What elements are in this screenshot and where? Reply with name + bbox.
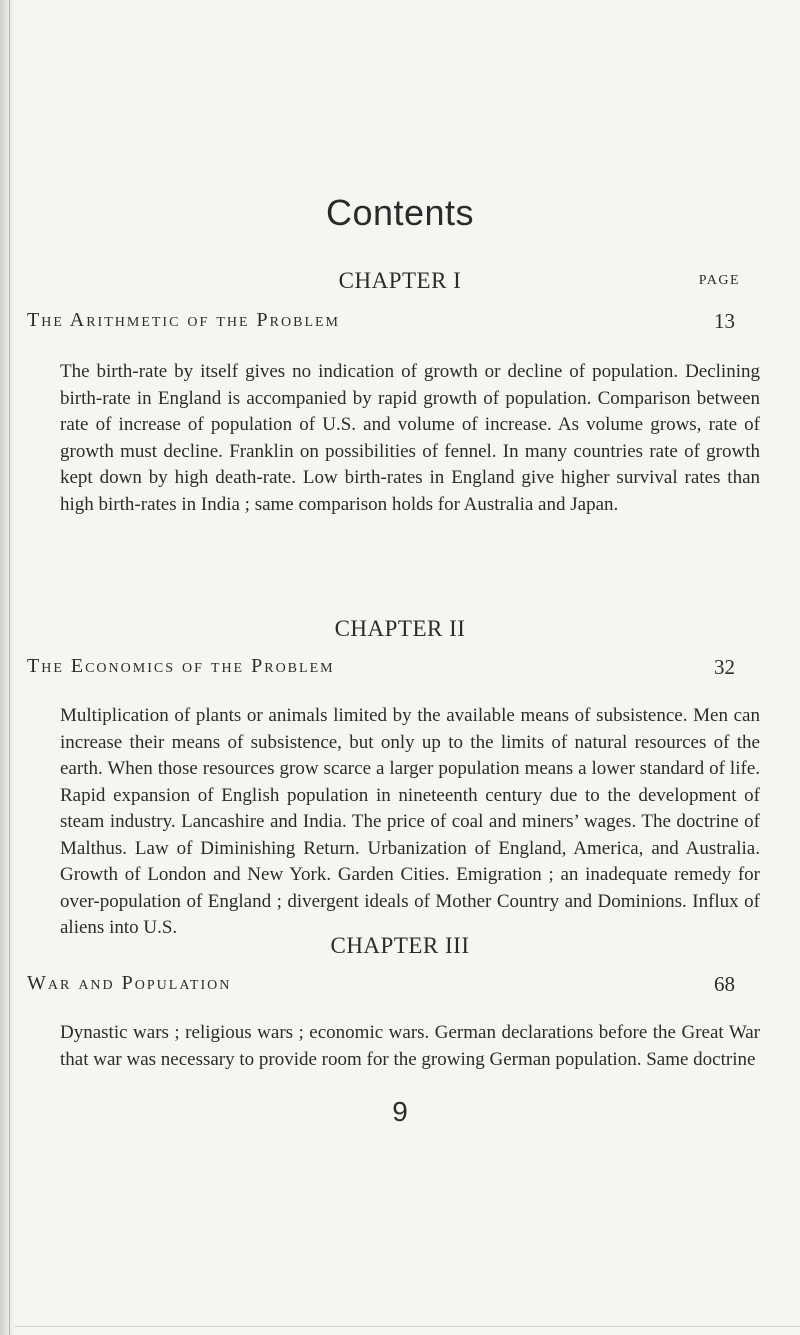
chapter-1-summary: The birth-rate by itself gives no indication of growth or decline of population. Declining birth-rate in England is accompanied by rapid growth of population. Comparison between rate of increase of population of U.S. and volume of increase. As volume grows, rate of growth must decline. Franklin on possibilities of fennel. In many countries rate of growth kept down by high death-rate. Low birth-rates in England give higher survival rates than high birth-rates in India ; same comparison holds for Australia and Japan. xyxy=(60,361,760,515)
chapter-2-title: The Economics of the Problem xyxy=(27,655,335,677)
chapter-3-label: CHAPTER III xyxy=(330,933,470,958)
chapter-3-page-number: 68 xyxy=(714,972,735,996)
chapter-1-label: CHAPTER I xyxy=(338,268,462,293)
chapter-1-title: The Arithmetic of the Problem xyxy=(27,309,341,331)
page-bottom-edge xyxy=(14,1326,800,1327)
chapter-3-summary: Dynastic wars ; religious wars ; economic wars. German declarations before the Great War that war was necessary to provide room for the growing German population. Same doctrine xyxy=(60,1022,760,1070)
chapter-2-summary: Multiplication of plants or animals limited by the available means of subsistence. Men can increase their means of subsistence, but only up to the limits of natural resources of the earth. When those resources grow scarce a larger population means a lower standard of life. Rapid expansion of English population in nineteenth century due to the development of steam industry. Lancashire and India. The price of coal and miners’ wages. The doctrine of Malthus. Law of Diminishing Return. Urbanization of England, America, and Australia. Growth of London and New York. Garden Cities. Emigration ; an inadequate remedy for over-population of England ; divergent ideals of Mother Country and Dominions. Influx of aliens into U.S. xyxy=(60,705,760,938)
chapter-2-label: CHAPTER II xyxy=(334,616,466,641)
page-column-label: PAGE xyxy=(698,273,740,288)
page-folio-number: 9 xyxy=(392,1096,408,1127)
chapter-3-title: War and Population xyxy=(27,972,232,994)
chapter-1-page-number: 13 xyxy=(714,309,735,333)
page-title: Contents xyxy=(325,192,475,233)
chapter-2-page-number: 32 xyxy=(714,655,735,679)
